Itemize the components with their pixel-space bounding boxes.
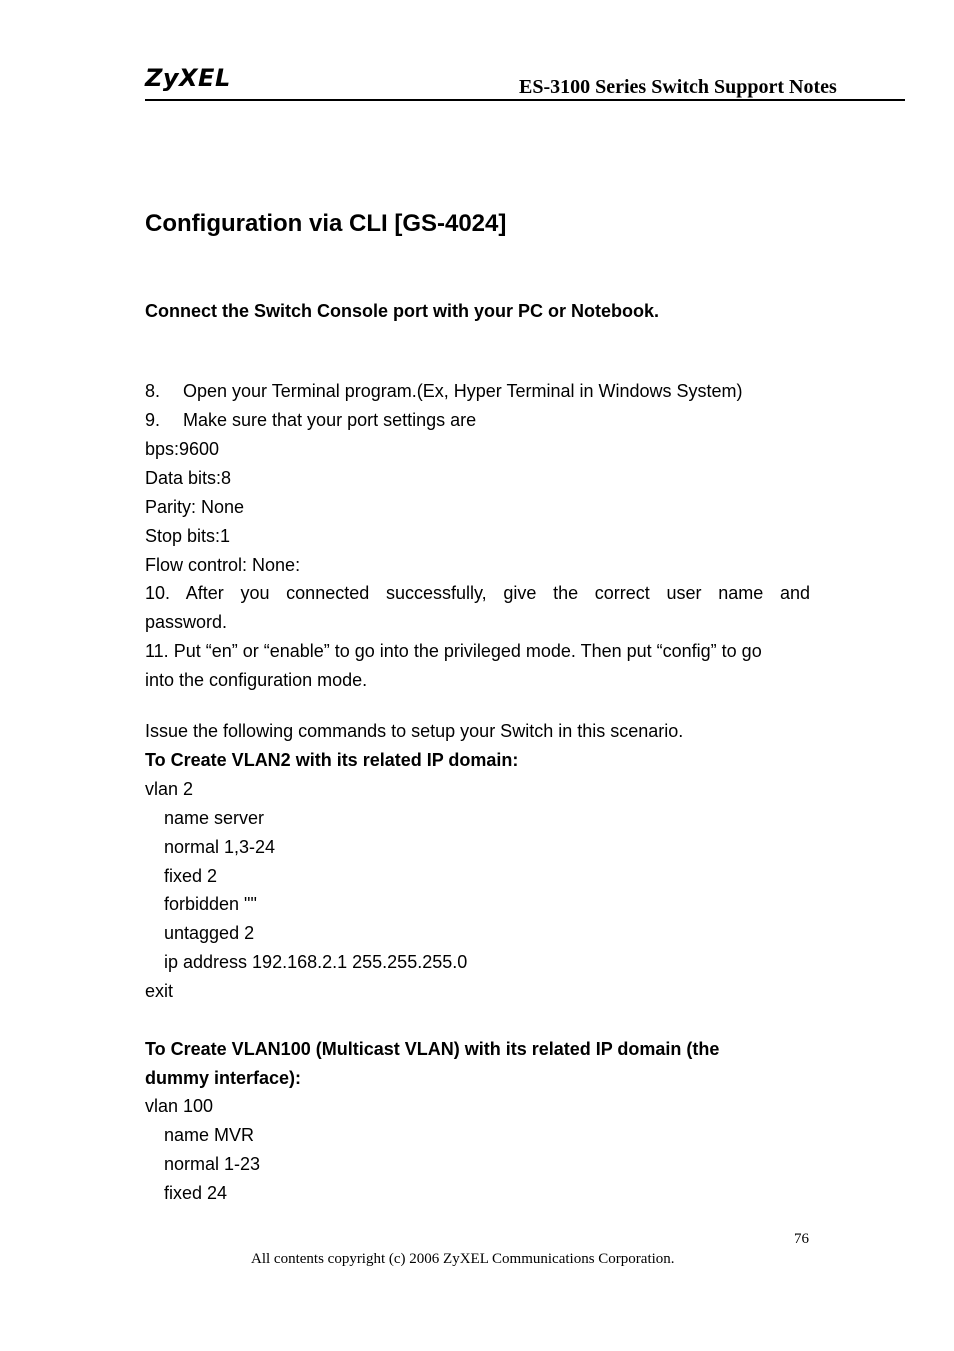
cli-command: vlan 100 xyxy=(145,1096,214,1116)
cli-command: name MVR xyxy=(164,1125,255,1145)
step-text: Open your Terminal program.(Ex, Hyper Terminal in Windows System) xyxy=(183,381,743,401)
step-number: 8. xyxy=(145,381,161,401)
setting-bps: bps:9600 xyxy=(145,439,220,459)
setting-flow-control: Flow control: None: xyxy=(145,555,301,575)
cli-command: normal 1,3-24 xyxy=(164,837,276,857)
setting-stop-bits: Stop bits:1 xyxy=(145,526,231,546)
cli-command: ip address 192.168.2.1 255.255.255.0 xyxy=(164,952,468,972)
setting-parity: Parity: None xyxy=(145,497,245,517)
page-number: 76 xyxy=(794,1231,809,1247)
issue-text: Issue the following commands to setup your Switch in this scenario. xyxy=(145,721,684,741)
intro-text: Connect the Switch Console port with your PC or Notebook. xyxy=(145,301,660,321)
vlan2-heading: To Create VLAN2 with its related IP domain: xyxy=(145,750,519,770)
step-11-line-1: 11. Put “en” or “enable” to go into the privileged mode. Then put “config” to go xyxy=(145,641,762,661)
cli-command: fixed 24 xyxy=(164,1183,228,1203)
step-11-line-2: into the configuration mode. xyxy=(145,670,368,690)
setting-data-bits: Data bits:8 xyxy=(145,468,232,488)
step-10-line-2: password. xyxy=(145,612,228,632)
cli-command: exit xyxy=(145,981,174,1001)
header-divider xyxy=(145,99,905,101)
step-number: 9. xyxy=(145,410,161,430)
vlan100-heading-line-2: dummy interface): xyxy=(145,1068,302,1088)
footer-copyright: All contents copyright (c) 2006 ZyXEL Communications Corporation. xyxy=(251,1251,675,1267)
step-10-line-1: 10. After you connected successfully, give the correct user name and xyxy=(145,583,810,603)
header-title: ES-3100 Series Switch Support Notes xyxy=(519,76,837,98)
cli-command: fixed 2 xyxy=(164,866,218,886)
cli-command: vlan 2 xyxy=(145,779,194,799)
section-title: Configuration via CLI [GS-4024] xyxy=(145,210,507,237)
vlan100-heading-line-1: To Create VLAN100 (Multicast VLAN) with its related IP domain (the xyxy=(145,1039,720,1059)
cli-command: name server xyxy=(164,808,265,828)
cli-command: forbidden "" xyxy=(164,894,257,914)
zyxel-logo: ZyXEL xyxy=(145,64,231,92)
cli-command: normal 1-23 xyxy=(164,1154,261,1174)
step-text: Make sure that your port settings are xyxy=(183,410,477,430)
step-9 xyxy=(145,406,476,435)
cli-command: untagged 2 xyxy=(164,923,255,943)
step-8 xyxy=(145,377,743,406)
